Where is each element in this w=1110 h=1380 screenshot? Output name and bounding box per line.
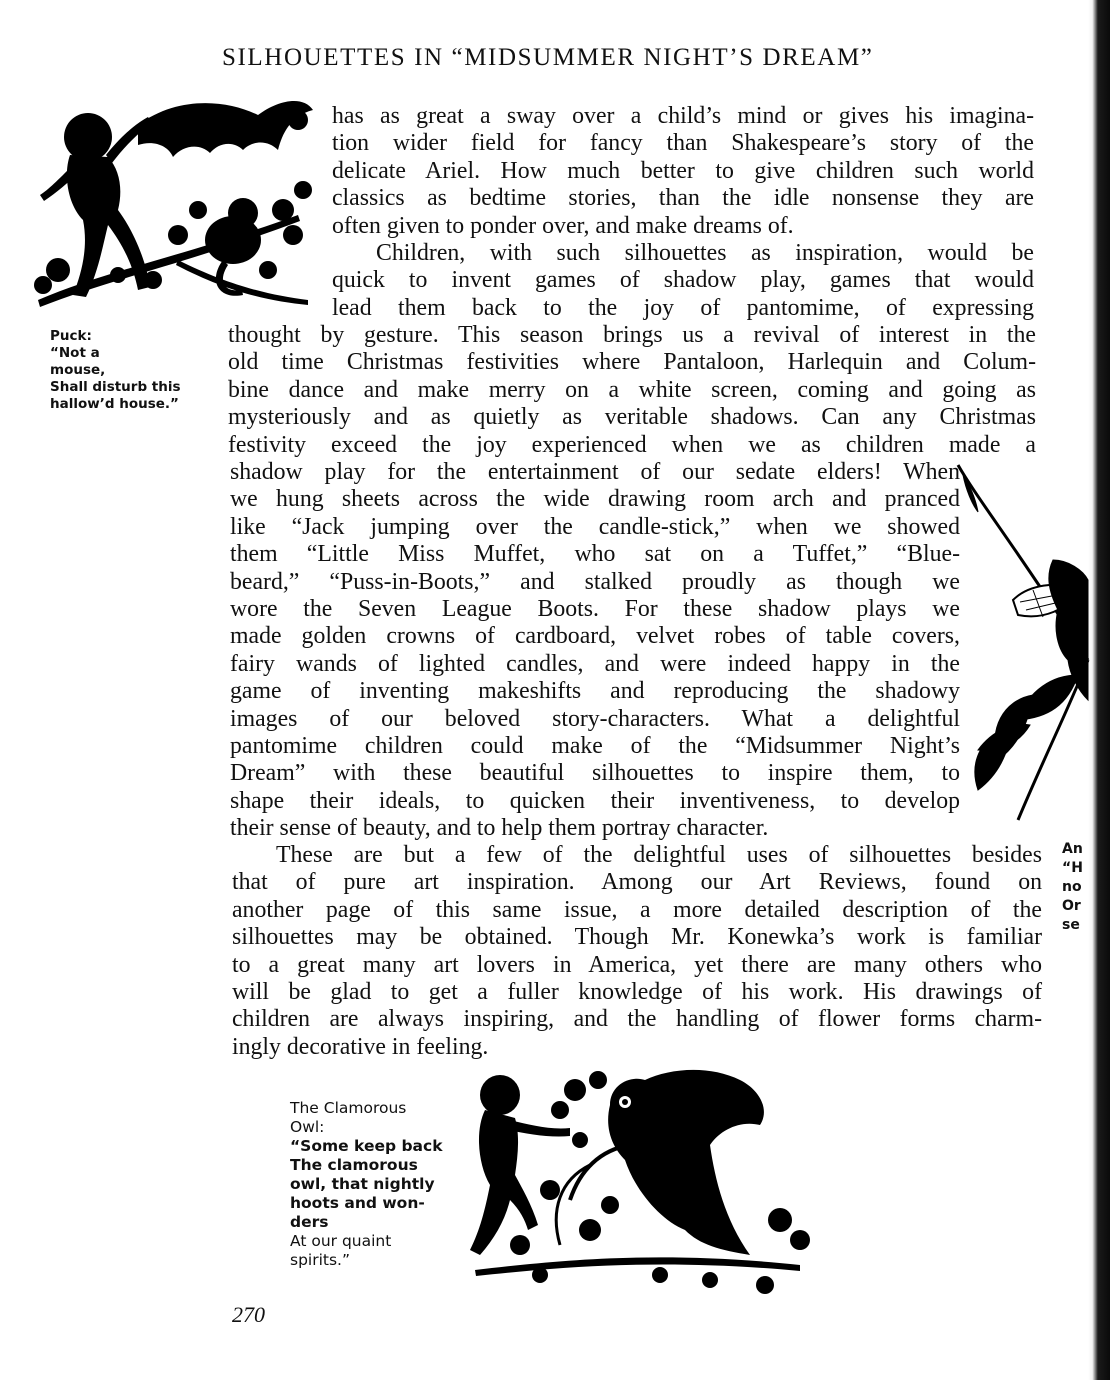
owl-silhouette-illustration [460,1070,820,1300]
text-line: lead them back to the joy of pantomime, of expressing [332,294,1034,321]
text-line: images of our beloved story-characters. What a delightful [230,705,960,732]
text-line: delicate Ariel. How much better to give children such world [332,157,1034,184]
text-line: made golden crowns of cardboard, velvet robes of table covers, [230,623,960,650]
text-line: classics as bedtime stories, than the idle nonsense they are [332,185,1034,212]
text-line: we hung sheets across the wide drawing room arch and pranced [230,486,960,513]
text-line: will be glad to get a fuller knowledge of his work. His drawings of [232,979,1042,1006]
text-line: shadow play for the entertainment of our sedate elders! When [230,459,960,485]
text-line: Dream” with these beautiful silhouettes to inspire them, to [230,760,960,787]
text-line: silhouettes may be obtained. Though Mr. Konewka’s work is familiar [232,924,1042,951]
page-number: 270 [232,1302,265,1327]
text-line: pantomime children could make of the “Midsummer Night’s [230,733,960,760]
text-line: that of pure art inspiration. Among our Art Reviews, found on [232,869,1042,896]
text-line: wore the Seven League Boots. For these shadow plays we [230,596,960,623]
running-head: SILHOUETTES IN “MIDSUMMER NIGHT’S DREAM” [222,44,874,71]
text-line: mysteriously and as quietly as veritable shadows. Can any Christmas [228,404,1036,431]
text-line: tion wider field for fancy than Shakespeare’s story of the [332,130,1034,157]
text-line: their sense of beauty, and to help them portray character. [230,815,769,842]
text-line: bine dance and make merry on a white screen, coming and going as [228,376,1036,403]
article-text-middle [228,322,1036,459]
text-line: often given to ponder over, and make dreams of. [332,212,794,239]
text-line: has as great a sway over a child’s mind or gives his imagina- [332,103,1034,129]
text-line: shape their ideals, to quicken their inventiveness, to develop [230,787,960,814]
text-line: them “Little Miss Muffet, who sat on a Tuffet,” “Blue- [230,541,960,568]
puck-silhouette-illustration [28,95,318,325]
text-line: old time Christmas festivities where Pantaloon, Harlequin and Colum- [228,349,1036,376]
fairy-silhouette-illustration [958,460,1098,830]
text-line: children are always inspiring, and the handling of flower forms charm- [232,1006,1042,1033]
text-line: ingly decorative in feeling. [232,1033,489,1060]
text-line: thought by gesture. This season brings us a revival of interest in the [228,322,1036,348]
text-line: another page of this same issue, a more detailed description of the [232,896,1042,923]
article-text-lower [230,459,960,843]
text-line: like “Jack jumping over the candle-stick,” when we showed [230,513,960,540]
text-line: festivity exceed the joy experienced when we as children made a [228,431,1036,458]
article-text-bottom [232,842,1042,1061]
text-line: to a great many art lovers in America, yet there are many others who [232,951,1042,978]
text-line: quick to invent games of shadow play, games that would [332,267,1034,294]
text-line: game of inventing makeshifts and reproducing the shadowy [230,678,960,705]
text-line: These are but a few of the delightful uses of silhouettes besides [276,842,1042,868]
article-text-top [332,103,1034,322]
owl-caption: The Clamorous Owl: “Some keep back The clamorous owl, that nightly hoots and won- ders At our quaint spirits.” [290,1099,443,1269]
puck-caption: Puck: “Not a mouse, Shall disturb this hallow’d house.” [50,328,181,412]
text-line: fairy wands of lighted candles, and were indeed happy in the [230,650,960,677]
text-line: Children, with such silhouettes as inspiration, would be [376,240,1034,267]
cutoff-caption-right: An “H no Or se [1062,841,1083,933]
text-line: beard,” “Puss-in-Boots,” and stalked proudly as though we [230,568,960,595]
